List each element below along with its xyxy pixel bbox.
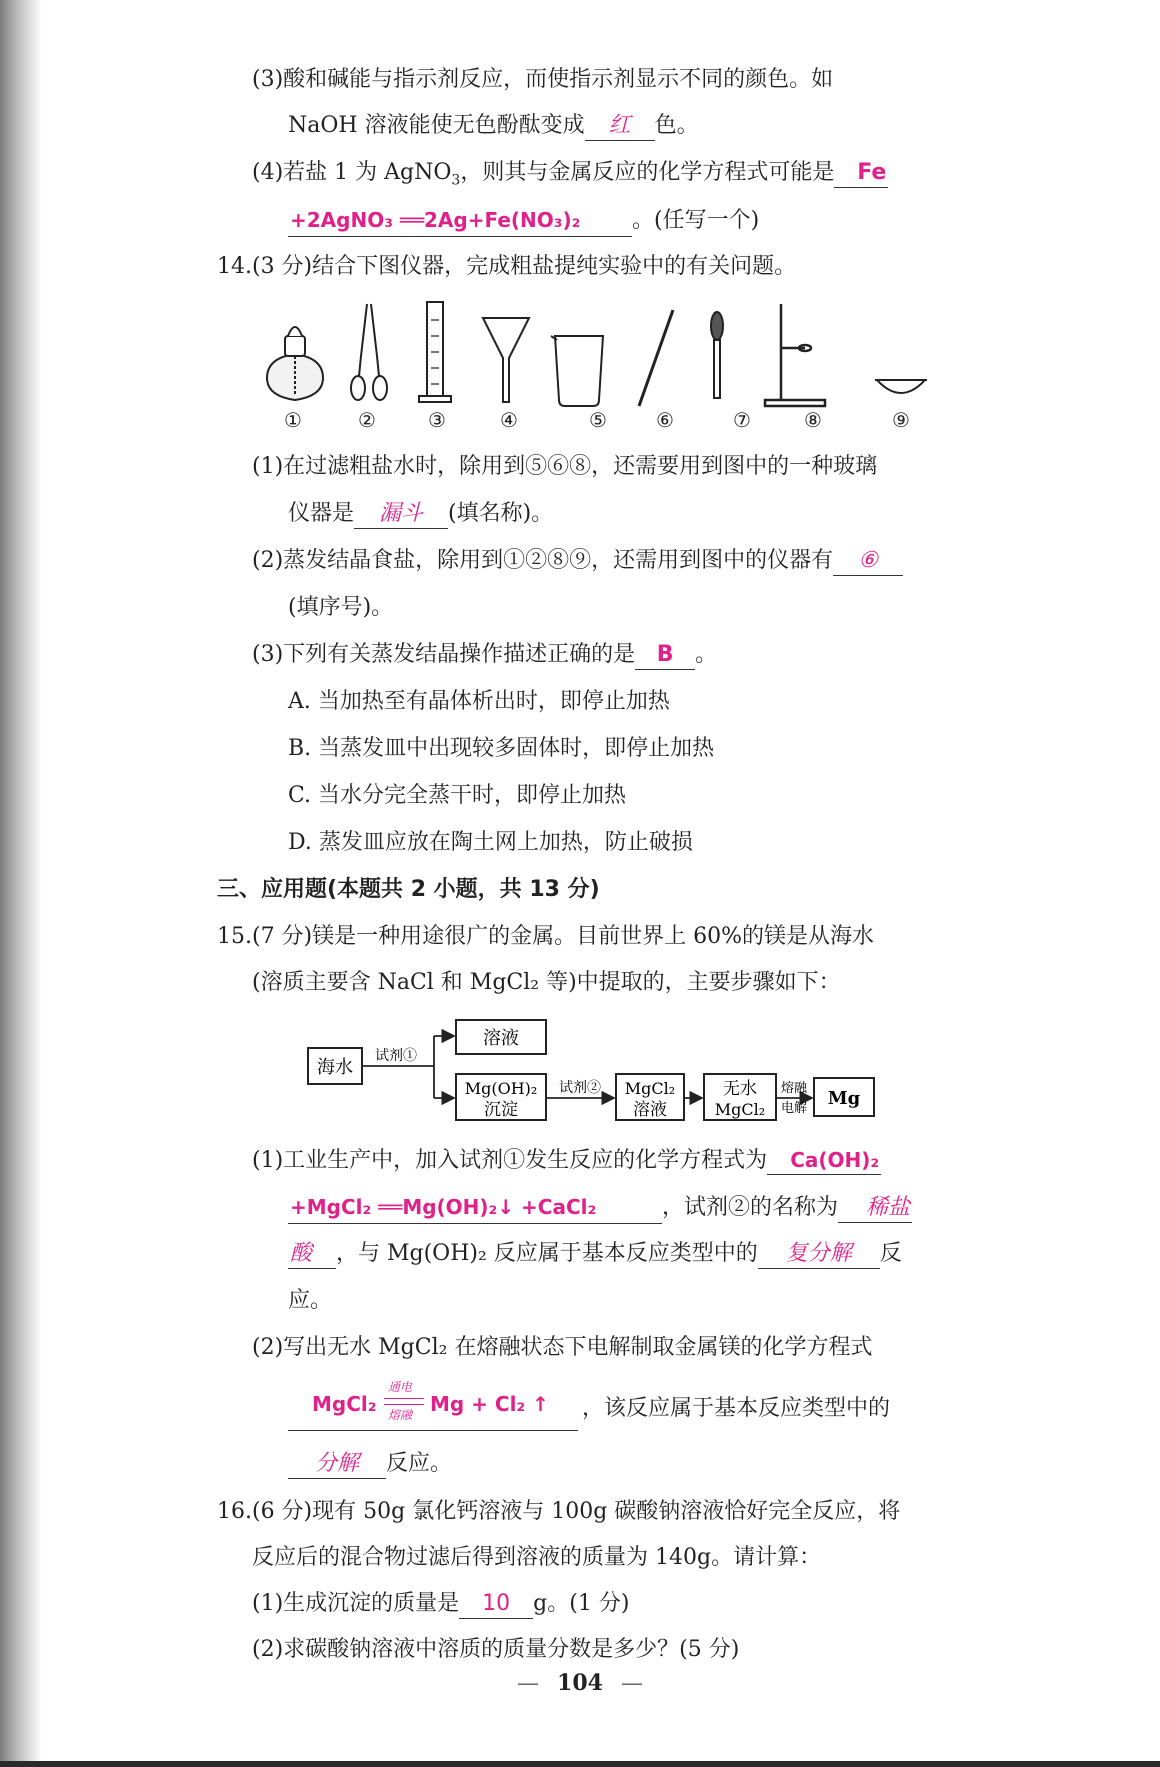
q14-stem: 14.(3 分)结合下图仪器，完成粗盐提纯实验中的有关问题。: [217, 254, 797, 279]
q15-part1-line1: (1)工业生产中，加入试剂①发生反应的化学方程式为 Ca(OH)₂: [252, 1148, 880, 1173]
q15-part1-line2: +MgCl₂ ══Mg(OH)₂↓ +CaCl₂ ，试剂②的名称为 稀盐: [288, 1191, 912, 1224]
flow-reagent1: 试剂①: [375, 1048, 417, 1064]
q13-part4-line2: +2AgNO₃ ══2Ag+Fe(NO₃)₂ 。(任写一个): [288, 204, 759, 237]
bottom-bar: [0, 1761, 1160, 1767]
q13-part4-line1: (4)若盐 1 为 AgNO$_3$，则其与金属反应的化学方程式可能是 Fe: [252, 160, 887, 189]
q13-part3-line2: NaOH 溶液能使无色酚酞变成 红 色。: [288, 110, 699, 142]
section-heading: 三、应用题(本题共 2 小题，共 13 分): [217, 877, 600, 902]
answer-blank: 漏斗: [354, 500, 448, 529]
answer-blank: +MgCl₂ ══Mg(OH)₂↓ +CaCl₂: [288, 1191, 662, 1224]
flow-anhydrous-a: 无水: [723, 1079, 757, 1099]
label-9: ⑨: [892, 408, 910, 432]
q14-part1-line1: (1)在过滤粗盐水时，除用到⑤⑥⑧，还需要用到图中的一种玻璃: [252, 454, 878, 479]
q16-part2: (2)求碳酸钠溶液中溶质的质量分数是多少？(5 分): [252, 1637, 740, 1662]
flow-precip-b: 沉淀: [484, 1100, 518, 1120]
answer-blank: B: [635, 641, 695, 670]
instrument-labels: [0, 408, 1160, 438]
label-6: ⑥: [656, 408, 674, 432]
eq-condition-bottom: 熔融: [388, 1408, 413, 1422]
eq-equals: [384, 1398, 424, 1405]
q14-part1-line2: 仪器是 漏斗 (填名称)。: [288, 498, 553, 530]
q15-part2-line3: 分解 反应。: [288, 1448, 452, 1480]
answer-blank: +2AgNO₃ ══2Ag+Fe(NO₃)₂: [288, 204, 632, 237]
label-1: ①: [284, 408, 302, 432]
eq-right: Mg + Cl₂ ↑: [430, 1392, 549, 1416]
flow-cond-a: 熔融: [780, 1081, 808, 1096]
flow-mgcl2-sol-b: 溶液: [633, 1100, 667, 1120]
glass-rod-icon: [639, 310, 673, 406]
option-a: A. 当加热至有晶体析出时，即停止加热: [288, 689, 670, 714]
funnel-icon: [483, 318, 529, 402]
flow-diagram: [300, 1016, 890, 1126]
flow-mg: Mg: [827, 1088, 861, 1109]
dropper-icon: [711, 312, 723, 398]
page-number: — 104 —: [517, 1670, 643, 1696]
option-d: D. 蒸发皿应放在陶土网上加热，防止破损: [288, 830, 693, 855]
q13-part3-line1: (3)酸和碱能与指示剂反应，而使指示剂显示不同的颜色。如: [252, 67, 834, 92]
label-4: ④: [500, 408, 518, 432]
label-8: ⑧: [804, 408, 822, 432]
option-b: B. 当蒸发皿中出现较多固体时，即停止加热: [288, 736, 715, 761]
answer-blank: 红: [585, 112, 655, 141]
q14-part2-line1: (2)蒸发结晶食盐，除用到①②⑧⑨，还需用到图中的仪器有 ⑥: [252, 545, 903, 577]
q16-stem-line2: 反应后的混合物过滤后得到溶液的质量为 140g。请计算：: [252, 1545, 822, 1570]
evaporating-dish-icon: [875, 380, 927, 393]
q14-part3: (3)下列有关蒸发结晶操作描述正确的是 B 。: [252, 639, 717, 671]
beaker-icon: [551, 336, 603, 406]
eq-condition-top: 通电: [388, 1380, 413, 1394]
graduated-cylinder-icon: [419, 302, 451, 402]
label-2: ②: [358, 408, 376, 432]
iron-stand-icon: [765, 304, 825, 406]
flow-anhydrous-b: MgCl₂: [714, 1100, 766, 1119]
q15-part2-line1: (2)写出无水 MgCl₂ 在熔融状态下电解制取金属镁的化学方程式: [252, 1335, 873, 1360]
answer-blank: Fe: [834, 159, 888, 188]
eq-left: MgCl₂: [312, 1392, 377, 1416]
q15-part1-line3: 酸 ，与 Mg(OH)₂ 反应属于基本反应类型中的 复分解 反: [288, 1238, 902, 1270]
flow-cond-b: 电解: [780, 1101, 808, 1116]
label-7: ⑦: [733, 408, 751, 432]
label-3: ③: [428, 408, 446, 432]
q15-part2-equation: [288, 1378, 578, 1431]
option-c: C. 当水分完全蒸干时，即停止加热: [288, 783, 627, 808]
q15-part1-line4: 应。: [288, 1288, 333, 1313]
q16-part1: (1)生成沉淀的质量是 10 g。(1 分): [252, 1588, 629, 1620]
flow-precip-a: Mg(OH)₂: [464, 1079, 538, 1098]
flow-solution: 溶液: [483, 1028, 519, 1049]
answer-blank: 复分解: [758, 1240, 880, 1269]
q14-part2-line2: (填序号)。: [288, 595, 394, 620]
answer-blank: 酸: [288, 1240, 336, 1269]
alcohol-lamp-icon: [267, 327, 323, 400]
page-shadow: [0, 0, 42, 1767]
q15-stem-line1: 15.(7 分)镁是一种用途很广的金属。目前世界上 60%的镁是从海水: [217, 924, 875, 949]
q15-stem-line2: (溶质主要含 NaCl 和 MgCl₂ 等)中提取的，主要步骤如下：: [252, 970, 841, 995]
crucible-tongs-icon: [351, 304, 387, 400]
answer-blank: 稀盐: [838, 1194, 912, 1223]
answer-blank: 分解: [288, 1450, 386, 1479]
q15-part2-line2-post: ，该反应属于基本反应类型中的: [582, 1396, 891, 1421]
q16-stem-line1: 16.(6 分)现有 50g 氯化钙溶液与 100g 碳酸钠溶液恰好完全反应，将: [217, 1499, 901, 1524]
answer-blank: Ca(OH)₂: [767, 1146, 881, 1175]
flow-seawater: 海水: [317, 1057, 353, 1078]
answer-blank: ⑥: [833, 547, 903, 576]
flow-reagent2: 试剂②: [559, 1080, 601, 1096]
answer-blank: 10: [459, 1590, 533, 1619]
label-5: ⑤: [589, 408, 607, 432]
flow-mgcl2-sol-a: MgCl₂: [624, 1079, 676, 1098]
